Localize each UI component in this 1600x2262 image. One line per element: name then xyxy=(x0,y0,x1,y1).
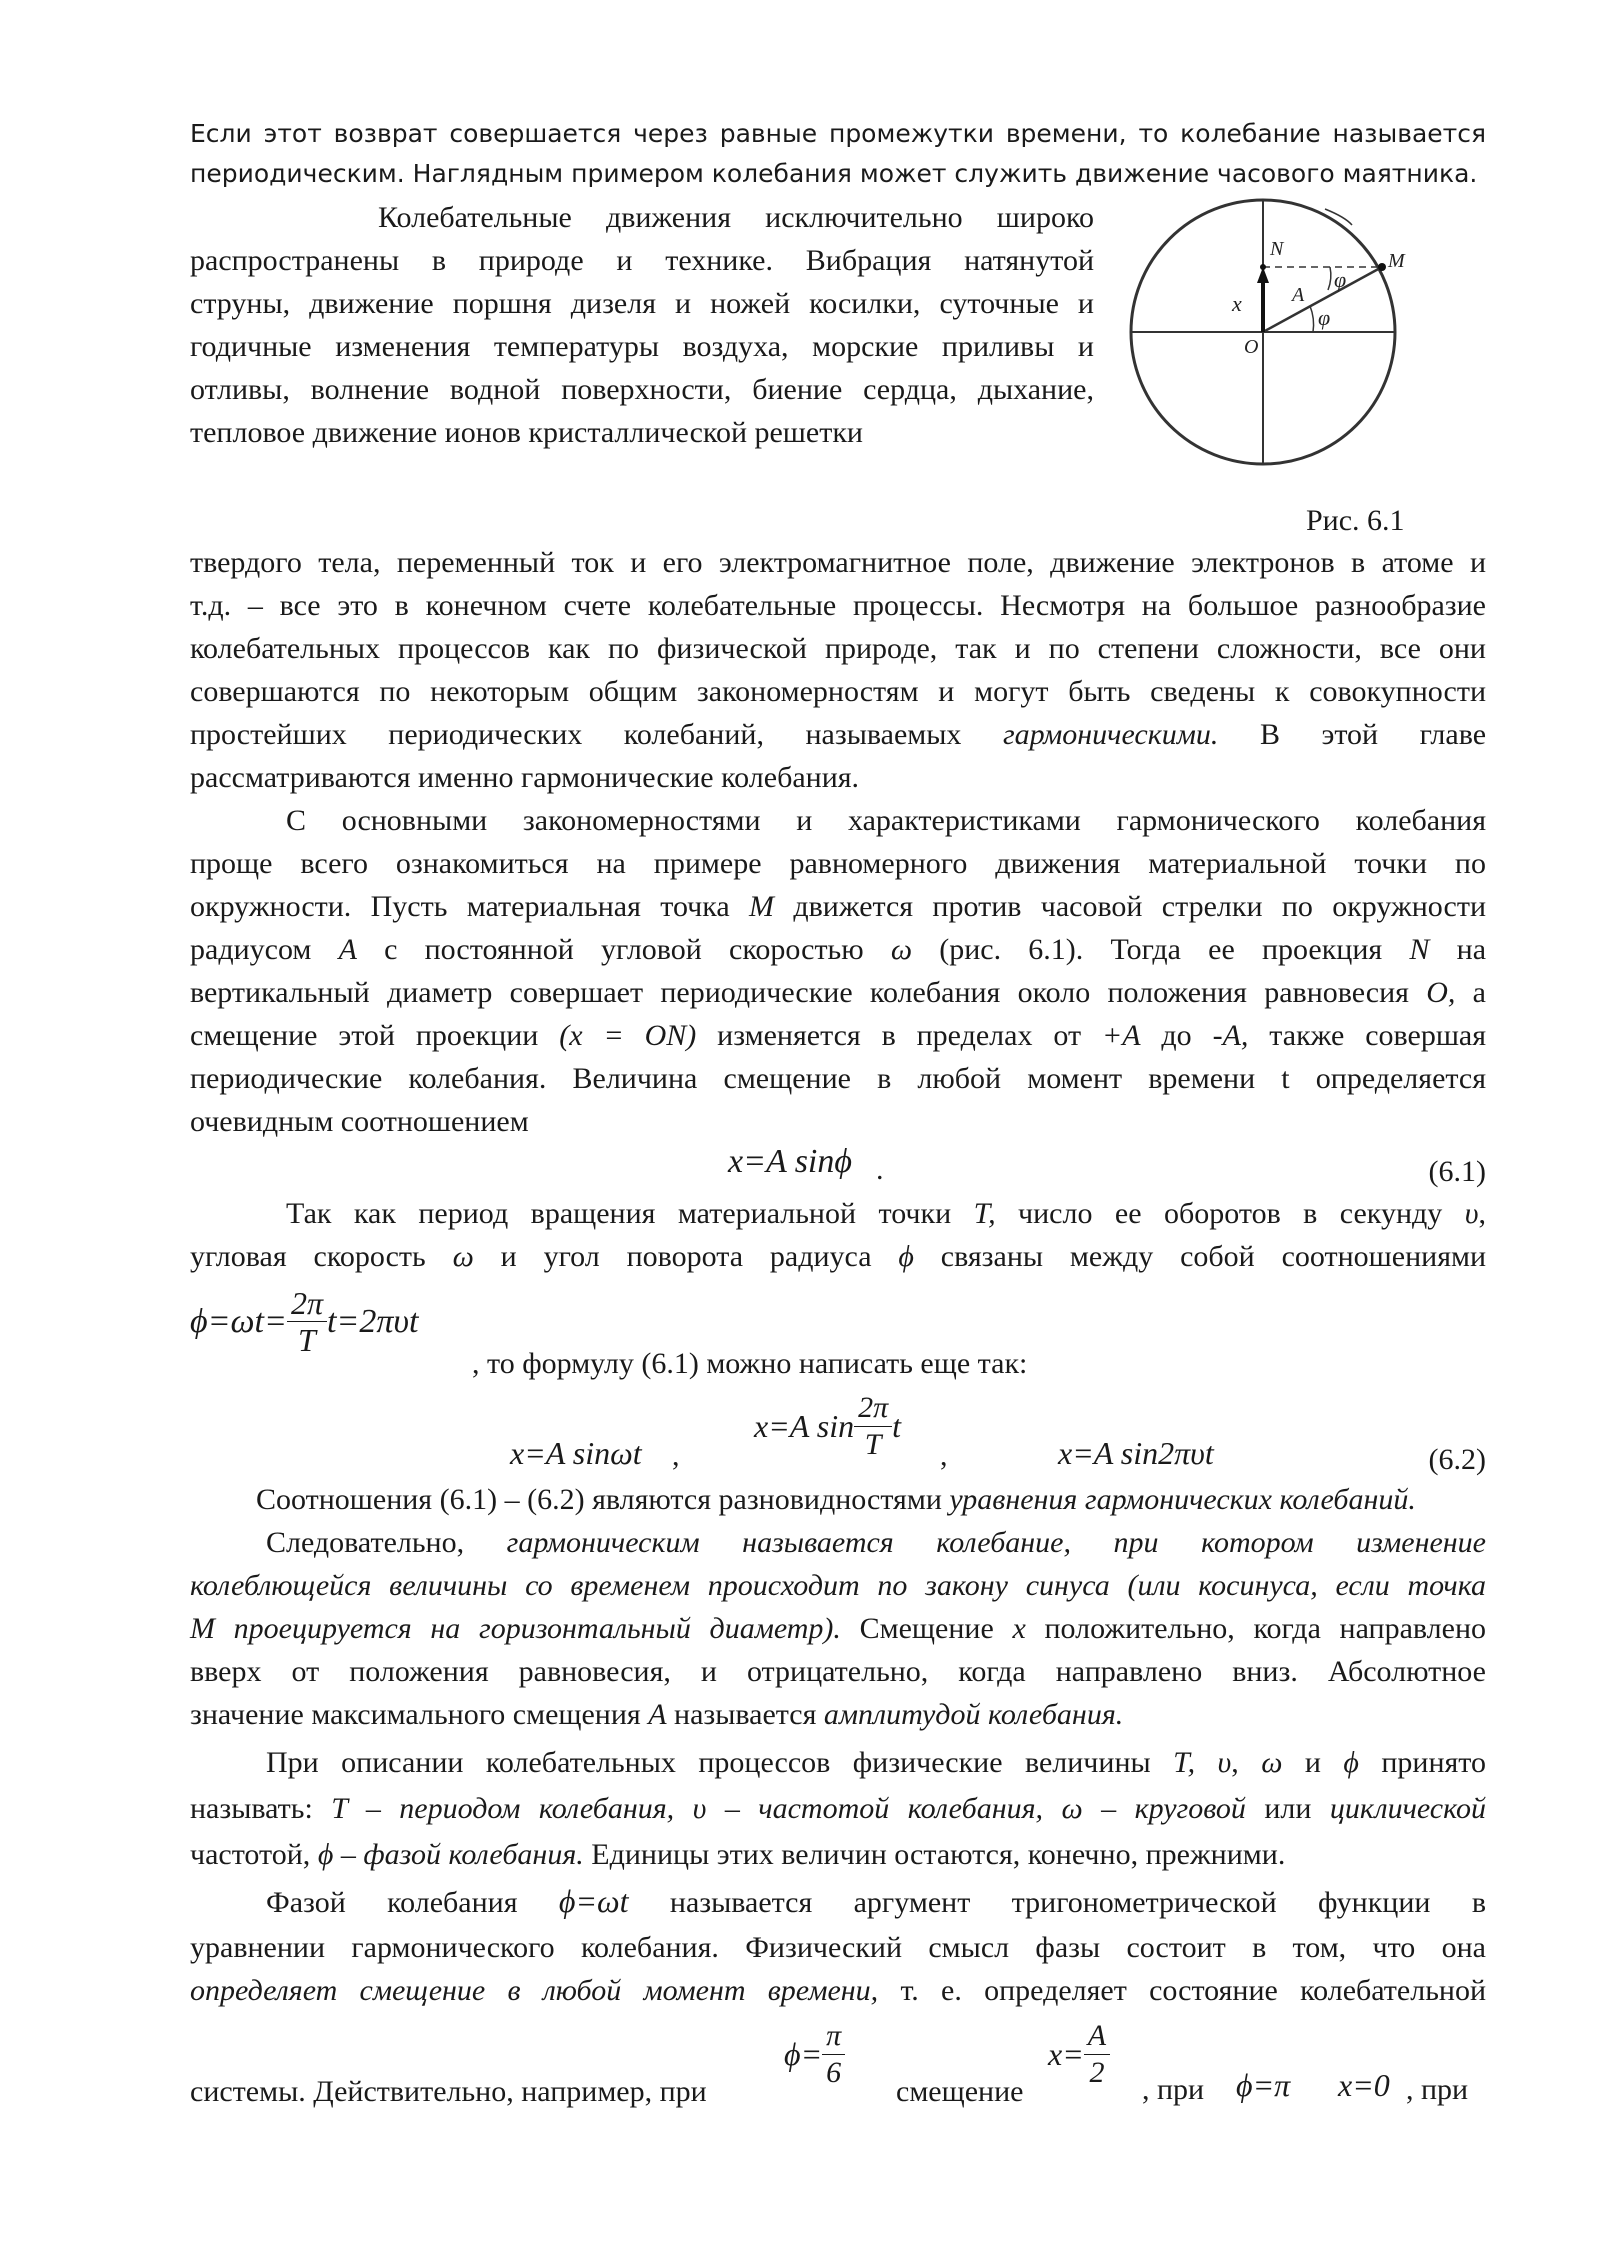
text-line: совершаются по некоторым общим закономерностям и могут быть сведены к совокупности xyxy=(190,675,1486,708)
phase-relation: ϕ=ωt= $\frac{2\pi}{T}$ t=2πυt xyxy=(190,1285,419,1358)
text-line: отливы, волнение водной поверхности, биение сердца, дыхание, xyxy=(190,373,1094,406)
text-line: Если этот возврат совершается через равные промежутки времени, то колебание называется xyxy=(190,119,1486,148)
text-line: периодическим. Наглядным примером колебания может служить движение часового маятника. xyxy=(190,159,1478,188)
text-line: вверх от положения равновесия, и отрицательно, когда направлено вниз. Абсолютное xyxy=(190,1655,1486,1688)
text-line: распространены в природе и технике. Вибрация натянутой xyxy=(190,244,1094,277)
text-line: колеблющейся величины со временем происходит по закону синуса (или косинуса, если точка xyxy=(190,1569,1486,1602)
text-line: очевидным соотношением xyxy=(190,1105,529,1138)
equation-number: (6.1) xyxy=(1428,1155,1486,1188)
paragraph-3 xyxy=(190,1192,1486,1285)
final-line: системы. Действительно, например, при ϕ= $\frac{\pi}{6}$ смещение x= $\frac{A}{2}$ , при ϕ=π x=0 , при xyxy=(190,2019,1469,2108)
text-line: радиусом A с постоянной угловой скоростью ω (рис. 6.1). Тогда ее проекция N на xyxy=(190,933,1487,966)
paragraph-7 xyxy=(190,1880,1486,2012)
label-n: N xyxy=(1270,238,1284,260)
paragraph-4: Соотношения (6.1) – (6.2) являются разновидностями уравнения гармонических колебаний. xyxy=(256,1483,1416,1516)
text-line: Фазой колебания ϕ=ωt называется аргумент тригонометрической функции в xyxy=(266,1883,1486,1919)
text-line: При описании колебательных процессов физические величины T, υ, ω и ϕ принято xyxy=(266,1746,1487,1779)
label-phi-top: φ xyxy=(1334,267,1347,292)
text-line: частотой, ϕ – фазой колебания. Единицы этих величин остаются, конечно, прежними. xyxy=(190,1838,1286,1871)
text-line: Так как период вращения материальной точки T, число ее оборотов в секунду υ, xyxy=(286,1197,1487,1230)
paragraph-6 xyxy=(190,1741,1486,1879)
point-m xyxy=(1378,263,1386,271)
formula-1: x=A sinωt xyxy=(510,1435,642,1471)
formula-3: x=A sin2πυt xyxy=(1058,1435,1214,1471)
text-line: угловая скорость ω и угол поворота радиуса ϕ связаны между собой соотношениями xyxy=(190,1240,1487,1273)
text-line: годичные изменения температуры воздуха, морские приливы и xyxy=(190,330,1094,363)
text-line: Следовательно, гармоническим называется колебание, при котором изменение xyxy=(266,1526,1487,1559)
label-m: M xyxy=(1388,250,1405,272)
text-line: твердого тела, переменный ток и его электромагнитное поле, движение электронов в атоме и xyxy=(190,546,1486,579)
continuation-paragraph xyxy=(190,541,1486,799)
paragraph-5 xyxy=(190,1521,1486,1736)
text-line: периодические колебания. Величина смещение в любой момент времени t определяется xyxy=(190,1062,1486,1095)
formula: x=A sinϕ xyxy=(728,1143,852,1180)
label-o: O xyxy=(1244,336,1259,358)
text-line: т.д. – все это в конечном счете колебательные процессы. Несмотря на большое разнообразие xyxy=(190,589,1486,622)
circle-figure xyxy=(1120,195,1420,475)
intro-paragraph xyxy=(190,114,1486,194)
angle-arc-top xyxy=(1328,267,1331,290)
text-line: окружности. Пусть материальная точка M движется против часовой стрелки по окружности xyxy=(190,890,1487,923)
text-line: называть: T – периодом колебания, υ – частотой колебания, ω – круговой или циклической xyxy=(190,1792,1487,1825)
text-line: струны, движение поршня дизеля и ножей косилки, суточные и xyxy=(190,287,1094,320)
angle-arc-bottom xyxy=(1310,306,1314,332)
label-a: A xyxy=(1292,284,1305,306)
x-a-2: x= $\frac{A}{2}$ xyxy=(1048,2018,1110,2091)
text-line: смещение этой проекции (x = ON) изменяется в пределах от +A до -A, также совершая xyxy=(190,1019,1487,1052)
figure-caption: Рис. 6.1 xyxy=(1306,504,1405,537)
equation-6-1: x=A sinϕ . (6.1) xyxy=(0,1140,1600,1190)
text-line: уравнении гармонического колебания. Физический смысл фазы состоит в том, что она xyxy=(190,1931,1486,1964)
text-line: проще всего ознакомиться на примере равномерного движения материальной точки по xyxy=(190,847,1486,880)
text-line: определяет смещение в любой момент времени, т. е. определяет состояние колебательной xyxy=(190,1974,1486,2007)
label-x: x xyxy=(1232,291,1242,316)
text-line: M проецируется на горизонтальный диаметр). Смещение x положительно, когда направлено xyxy=(190,1612,1487,1645)
text-line: значение максимального смещения A называется амплитудой колебания. xyxy=(190,1698,1124,1731)
text-line: тепловое движение ионов кристаллической решетки xyxy=(190,416,863,449)
phase-relation-text: , то формулу (6.1) можно написать еще так: xyxy=(472,1347,1028,1380)
text-line: Колебательные движения исключительно широко xyxy=(378,201,1094,234)
equation-6-2: x=A sinωt , x=A sin $\frac{2\pi}{T}$ t , x=A sin2πυt (6.2) xyxy=(0,1390,1600,1480)
formula-2: x=A sin $\frac{2\pi}{T}$ t xyxy=(754,1391,902,1461)
text-line: рассматриваются именно гармонические колебания. xyxy=(190,761,860,794)
wrap-paragraph xyxy=(190,196,1094,454)
text-line: простейших периодических колебаний, называемых гармоническими. В этой главе xyxy=(190,718,1487,751)
text-line: С основными закономерностями и характеристиками гармонического колебания xyxy=(286,804,1486,837)
text-line: вертикальный диаметр совершает периодические колебания около положения равновесия O, а xyxy=(190,976,1486,1009)
point-n xyxy=(1260,264,1266,270)
text-line: колебательных процессов как по физической природе, так и по степени сложности, все они xyxy=(190,632,1486,665)
equation-number: (6.2) xyxy=(1428,1443,1486,1476)
phi-pi-6: ϕ= $\frac{\pi}{6}$ xyxy=(784,2018,845,2091)
paragraph-2 xyxy=(190,799,1486,1143)
label-phi-bottom: φ xyxy=(1318,305,1331,330)
